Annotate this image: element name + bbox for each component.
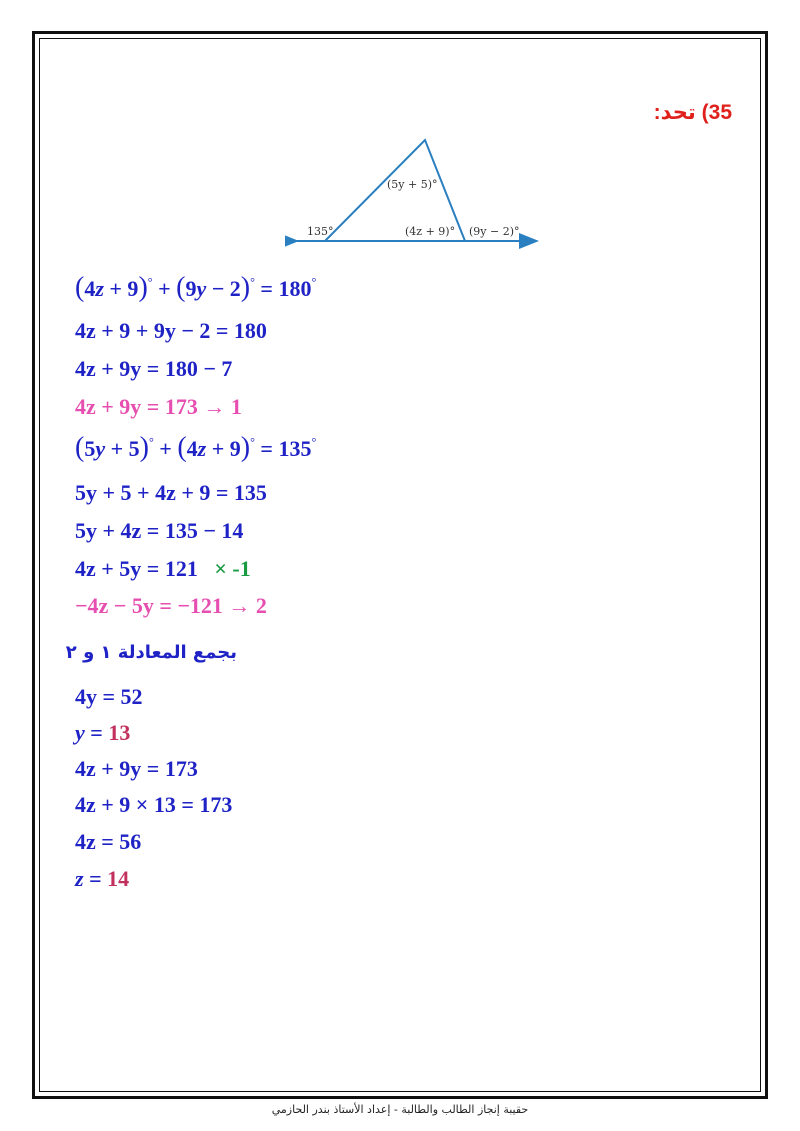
angle-left-label: 135° [307,225,334,238]
equation-12: 4z + 9y = 173 [75,756,198,781]
equation-1-rhs: 180 [278,276,312,301]
angle-right-label: (9y − 2)° [469,225,520,238]
equation-8 [75,556,251,582]
equation-13: 4z + 9 × 13 = 173 [75,792,233,817]
triangle-figure [285,136,545,251]
add-equations-note: بجمع المعادلة ١ و ٢ [65,642,237,663]
equation-7: 5y + 4z = 135 − 14 [75,518,244,543]
equation-6: 5y + 5 + 4z + 9 = 135 [75,480,267,505]
z-value: 14 [107,866,130,891]
equation-9: −4z − 5y = −121 → 2 [75,593,267,618]
angle-top-label: (5y + 5)° [387,178,438,191]
equation-2: 4z + 9 + 9y − 2 = 180 [75,318,267,343]
problem-heading: 35) تحد: [653,101,732,124]
equation-11: y = 13 [75,720,131,745]
y-value: 13 [108,720,131,745]
equation-3: 4z + 9y = 180 − 7 [75,356,233,381]
equation-5-rhs: 135 [278,436,312,461]
equation-14: 4z = 56 [75,829,142,854]
equation-8-text: 4z + 5y = 121 [75,556,198,581]
equation-15: z = 14 [75,866,130,891]
equation-8-multiplier: × -1 [214,556,251,581]
equation-4: 4z + 9y = 173 → 1 [75,394,242,419]
page-footer: حقيبة إنجاز الطالب والطالبة - إعداد الأستاذ بندر الحازمي [271,1103,529,1116]
equation-1: (4z + 9)° + (9y − 2)° = 180° [75,272,317,303]
equation-5: (5y + 5)° + (4z + 9)° = 135° [75,432,317,463]
equation-10: 4y = 52 [75,684,143,709]
angle-bottom-label: (4z + 9)° [405,225,456,238]
